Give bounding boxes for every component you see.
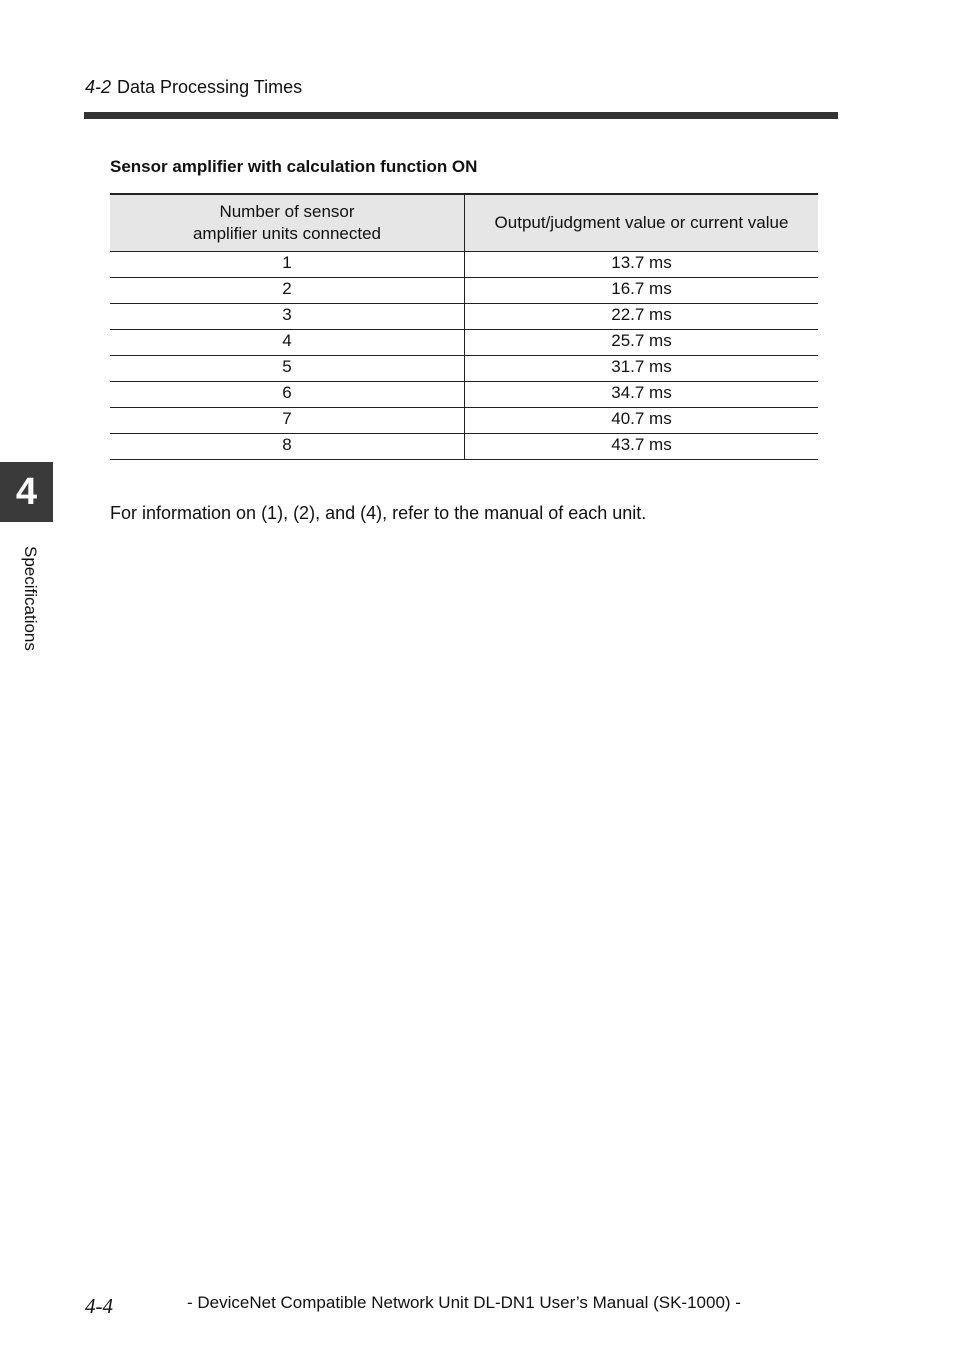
table-row [110, 408, 818, 434]
page-number: 4-4 [85, 1294, 113, 1318]
table-row [110, 382, 818, 408]
table-title: Sensor amplifier with calculation function ON [110, 157, 478, 176]
units-cell: 1 [110, 252, 465, 278]
units-cell: 3 [110, 304, 465, 330]
chapter-side-label: Specifications [21, 546, 40, 651]
column-header-units-line2: amplifier units connected [192, 224, 382, 243]
time-cell: 16.7 ms [465, 278, 819, 304]
time-cell: 13.7 ms [465, 252, 819, 278]
chapter-tab: 4 [0, 462, 53, 522]
time-cell: 25.7 ms [465, 330, 819, 356]
table-row [110, 434, 818, 460]
units-cell: 7 [110, 408, 465, 434]
time-cell: 43.7 ms [465, 434, 819, 460]
time-cell: 31.7 ms [465, 356, 819, 382]
column-header-value: Output/judgment value or current value [465, 194, 819, 252]
reference-note: For information on (1), (2), and (4), refer to the manual of each unit. [110, 503, 647, 523]
time-cell: 34.7 ms [465, 382, 819, 408]
processing-time-table [110, 193, 818, 460]
units-cell: 2 [110, 278, 465, 304]
units-cell: 6 [110, 382, 465, 408]
page-header [85, 76, 302, 98]
footer-manual-title: - DeviceNet Compatible Network Unit DL-DN1 User’s Manual (SK-1000) - [187, 1293, 741, 1312]
column-header-units-line1: Number of sensor [219, 202, 355, 221]
units-cell: 8 [110, 434, 465, 460]
table-row [110, 330, 818, 356]
table-row [110, 252, 818, 278]
header-rule [84, 112, 838, 119]
time-cell: 40.7 ms [465, 408, 819, 434]
table-header-row [110, 194, 818, 252]
table-row [110, 278, 818, 304]
section-title: Data Processing Times [117, 77, 303, 97]
section-number: 4-2 [85, 77, 112, 97]
units-cell: 4 [110, 330, 465, 356]
units-cell: 5 [110, 356, 465, 382]
table-row [110, 304, 818, 330]
time-cell: 22.7 ms [465, 304, 819, 330]
table-row [110, 356, 818, 382]
column-header-units [110, 194, 465, 252]
